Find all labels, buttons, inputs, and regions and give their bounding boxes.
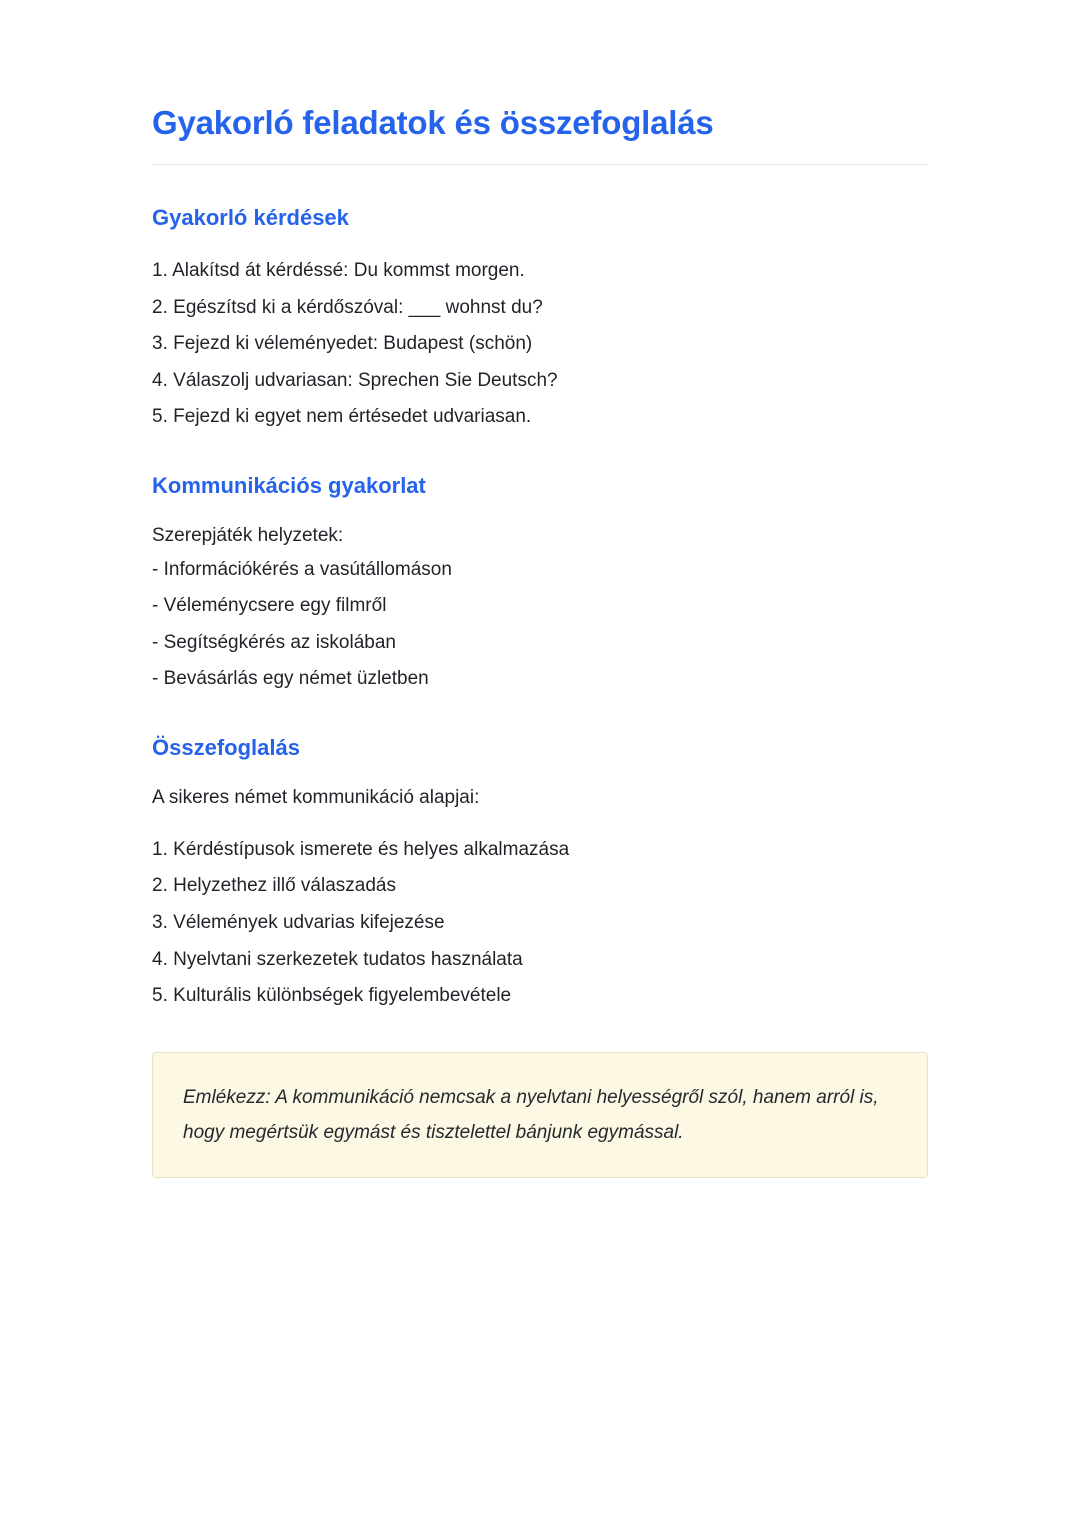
spacer (152, 818, 928, 836)
list-item: Kérdéstípusok ismerete és helyes alkalmazása (173, 838, 570, 860)
list-item: Kulturális különbségek figyelembevétele (173, 985, 512, 1007)
list-item: - Információkérés a vasútállomáson (152, 556, 928, 584)
list-item: Helyzethez illő válaszadás (173, 875, 396, 897)
section-heading-summary: Összefoglalás (152, 734, 300, 760)
note-box (152, 1052, 928, 1178)
summary-intro: A sikeres német kommunikáció alapjai: (152, 786, 480, 808)
communication-intro: Szerepjáték helyzetek: (152, 524, 344, 546)
document-content (152, 104, 928, 1178)
role-play-list (152, 556, 928, 693)
list-item: - Segítségkérés az iskolában (152, 629, 928, 657)
practice-questions-list (152, 257, 928, 431)
list-item: Egészítsd ki a kérdőszóval: ___ wohnst du? (173, 296, 543, 318)
list-item: - Bevásárlás egy német üzletben (152, 665, 928, 693)
list-item: Fejezd ki véleményedet: Budapest (schön) (173, 333, 533, 355)
list-item: - Véleménycsere egy filmről (152, 592, 928, 620)
title-divider (152, 164, 928, 165)
list-item: Vélemények udvarias kifejezése (173, 912, 445, 934)
list-item: Nyelvtani szerkezetek tudatos használata (173, 948, 523, 970)
list-item: Fejezd ki egyet nem értésedet udvariasan. (173, 406, 532, 428)
note-text: Emlékezz: A kommunikáció nemcsak a nyelvtani helyességről szól, hanem arról is, hogy megértsük egymást és tisztelettel bánjunk egymással. (183, 1086, 879, 1143)
section-heading-practice: Gyakorló kérdések (152, 205, 349, 230)
summary-list (152, 836, 928, 1010)
section-heading-communication: Kommunikációs gyakorlat (152, 472, 426, 498)
list-item: Alakítsd át kérdéssé: Du kommst morgen. (172, 260, 525, 281)
list-item: Válaszolj udvariasan: Sprechen Sie Deutsch? (173, 369, 558, 391)
page-title: Gyakorló feladatok és összefoglalás (152, 104, 714, 141)
